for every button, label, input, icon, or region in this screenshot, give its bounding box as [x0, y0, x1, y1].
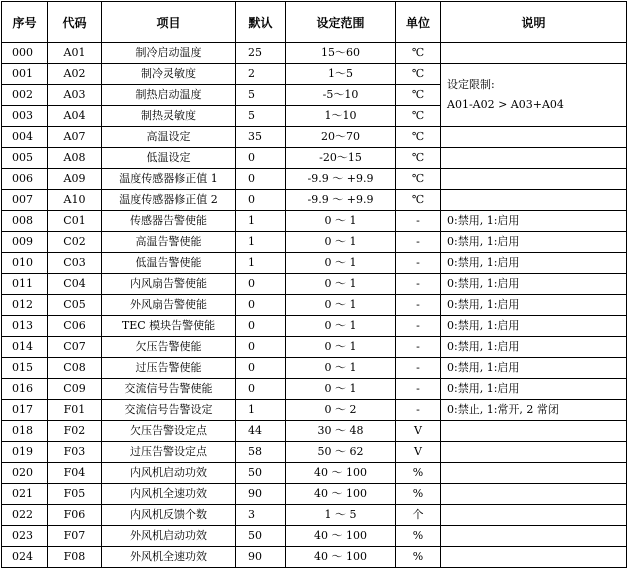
cell-unit: -	[396, 211, 441, 232]
cell-range: 30 ～ 48	[286, 421, 396, 442]
cell-range: 40 ～ 100	[286, 526, 396, 547]
cell-unit: -	[396, 400, 441, 421]
cell-code: A08	[48, 148, 102, 169]
cell-default: 1	[236, 253, 286, 274]
cell-item: 高温告警使能	[102, 232, 236, 253]
cell-item: 低温告警使能	[102, 253, 236, 274]
cell-unit: %	[396, 526, 441, 547]
cell-range: -9.9 ～ +9.9	[286, 190, 396, 211]
header-index: 序号	[2, 2, 48, 43]
table-row	[2, 211, 627, 232]
table-row	[2, 358, 627, 379]
cell-unit: %	[396, 484, 441, 505]
cell-code: C09	[48, 379, 102, 400]
header-item: 项目	[102, 2, 236, 43]
cell-unit: -	[396, 316, 441, 337]
cell-code: F05	[48, 484, 102, 505]
table-row	[2, 379, 627, 400]
cell-index: 012	[2, 295, 48, 316]
cell-range: 0 ～ 1	[286, 316, 396, 337]
cell-desc	[441, 421, 627, 442]
cell-unit: ℃	[396, 190, 441, 211]
cell-range: 40 ～ 100	[286, 547, 396, 568]
cell-code: A09	[48, 169, 102, 190]
cell-desc	[441, 442, 627, 463]
cell-default: 3	[236, 505, 286, 526]
cell-range: 20～70	[286, 127, 396, 148]
cell-index: 015	[2, 358, 48, 379]
cell-code: C02	[48, 232, 102, 253]
cell-desc	[441, 484, 627, 505]
cell-range: 15～60	[286, 43, 396, 64]
table-row	[2, 127, 627, 148]
cell-code: F03	[48, 442, 102, 463]
cell-code: C07	[48, 337, 102, 358]
cell-desc: 0:禁用, 1:启用	[441, 379, 627, 400]
cell-default: 2	[236, 64, 286, 85]
cell-range: 0 ～ 1	[286, 211, 396, 232]
limit-note-line-2: A01-A02 > A03+A04	[447, 98, 564, 111]
cell-default: 0	[236, 190, 286, 211]
table-row	[2, 232, 627, 253]
cell-item: 外风机启动功效	[102, 526, 236, 547]
cell-default: 1	[236, 232, 286, 253]
cell-code: A07	[48, 127, 102, 148]
table-row	[2, 148, 627, 169]
cell-unit: ℃	[396, 64, 441, 85]
cell-unit: V	[396, 442, 441, 463]
table-row	[2, 64, 627, 85]
cell-item: 高温设定	[102, 127, 236, 148]
cell-range: 40 ～ 100	[286, 463, 396, 484]
table-row	[2, 505, 627, 526]
cell-desc: 0:禁用, 1:启用	[441, 253, 627, 274]
cell-desc	[441, 148, 627, 169]
cell-item: 交流信号告警使能	[102, 379, 236, 400]
cell-index: 020	[2, 463, 48, 484]
cell-item: 低温设定	[102, 148, 236, 169]
table-row	[2, 169, 627, 190]
cell-index: 010	[2, 253, 48, 274]
cell-unit: -	[396, 337, 441, 358]
cell-default: 50	[236, 526, 286, 547]
cell-index: 024	[2, 547, 48, 568]
cell-desc: 0:禁用, 1:启用	[441, 295, 627, 316]
header-code: 代码	[48, 2, 102, 43]
cell-unit: %	[396, 547, 441, 568]
cell-index: 021	[2, 484, 48, 505]
cell-item: 内风扇告警使能	[102, 274, 236, 295]
cell-item: TEC 模块告警使能	[102, 316, 236, 337]
cell-index: 002	[2, 85, 48, 106]
cell-desc	[441, 127, 627, 148]
cell-unit: ℃	[396, 43, 441, 64]
cell-item: 外风扇告警使能	[102, 295, 236, 316]
cell-range: 0 ～ 1	[286, 379, 396, 400]
table-row	[2, 316, 627, 337]
cell-code: F01	[48, 400, 102, 421]
cell-index: 009	[2, 232, 48, 253]
cell-default: 0	[236, 358, 286, 379]
header-unit: 单位	[396, 2, 441, 43]
cell-desc: 0:禁用, 1:启用	[441, 211, 627, 232]
cell-index: 005	[2, 148, 48, 169]
cell-default: 5	[236, 106, 286, 127]
cell-desc: 0:禁用, 1:启用	[441, 337, 627, 358]
cell-desc	[441, 43, 627, 64]
cell-range: -9.9 ～ +9.9	[286, 169, 396, 190]
cell-unit: -	[396, 358, 441, 379]
cell-desc	[441, 190, 627, 211]
header-desc: 说明	[441, 2, 627, 43]
cell-unit: -	[396, 232, 441, 253]
cell-code: F04	[48, 463, 102, 484]
cell-item: 过压告警使能	[102, 358, 236, 379]
cell-default: 0	[236, 379, 286, 400]
cell-default: 50	[236, 463, 286, 484]
cell-item: 过压告警设定点	[102, 442, 236, 463]
cell-unit: -	[396, 274, 441, 295]
cell-item: 交流信号告警设定	[102, 400, 236, 421]
cell-range: 40 ～ 100	[286, 484, 396, 505]
cell-range: 0 ～ 1	[286, 253, 396, 274]
cell-default: 0	[236, 148, 286, 169]
cell-default: 1	[236, 211, 286, 232]
cell-range: -20～15	[286, 148, 396, 169]
cell-unit: -	[396, 253, 441, 274]
cell-item: 欠压告警设定点	[102, 421, 236, 442]
cell-default: 44	[236, 421, 286, 442]
cell-range: 0 ～ 1	[286, 358, 396, 379]
desc-merged-limit-note	[441, 64, 627, 127]
parameter-table-container	[1, 1, 627, 568]
cell-item: 内风机全速功效	[102, 484, 236, 505]
cell-item: 内风机启动功效	[102, 463, 236, 484]
cell-unit: ℃	[396, 127, 441, 148]
table-row	[2, 43, 627, 64]
cell-item: 外风机全速功效	[102, 547, 236, 568]
cell-index: 001	[2, 64, 48, 85]
cell-default: 25	[236, 43, 286, 64]
cell-default: 0	[236, 295, 286, 316]
parameter-table	[1, 1, 627, 568]
table-row	[2, 295, 627, 316]
cell-range: 0 ～ 2	[286, 400, 396, 421]
cell-code: F07	[48, 526, 102, 547]
cell-index: 022	[2, 505, 48, 526]
cell-unit: %	[396, 463, 441, 484]
cell-index: 011	[2, 274, 48, 295]
cell-index: 000	[2, 43, 48, 64]
table-row	[2, 526, 627, 547]
cell-desc	[441, 463, 627, 484]
cell-item: 温度传感器修正值 2	[102, 190, 236, 211]
cell-item: 传感器告警使能	[102, 211, 236, 232]
cell-item: 制冷启动温度	[102, 43, 236, 64]
cell-desc	[441, 169, 627, 190]
cell-unit: ℃	[396, 148, 441, 169]
cell-unit: ℃	[396, 169, 441, 190]
cell-item: 内风机反馈个数	[102, 505, 236, 526]
cell-code: A03	[48, 85, 102, 106]
cell-default: 35	[236, 127, 286, 148]
cell-range: 0 ～ 1	[286, 295, 396, 316]
cell-index: 007	[2, 190, 48, 211]
cell-code: C08	[48, 358, 102, 379]
limit-note-line-1: 设定限制:	[447, 78, 495, 91]
cell-unit: -	[396, 295, 441, 316]
cell-unit: 个	[396, 505, 441, 526]
cell-range: 0 ～ 1	[286, 337, 396, 358]
cell-code: A02	[48, 64, 102, 85]
cell-desc	[441, 505, 627, 526]
cell-code: F08	[48, 547, 102, 568]
cell-index: 019	[2, 442, 48, 463]
table-row	[2, 442, 627, 463]
cell-item: 制热启动温度	[102, 85, 236, 106]
cell-code: C01	[48, 211, 102, 232]
table-row	[2, 547, 627, 568]
cell-item: 温度传感器修正值 1	[102, 169, 236, 190]
cell-code: A04	[48, 106, 102, 127]
cell-index: 016	[2, 379, 48, 400]
cell-range: 1～10	[286, 106, 396, 127]
cell-unit: ℃	[396, 85, 441, 106]
cell-index: 023	[2, 526, 48, 547]
cell-code: C03	[48, 253, 102, 274]
cell-range: 50 ～ 62	[286, 442, 396, 463]
table-row	[2, 484, 627, 505]
cell-code: C06	[48, 316, 102, 337]
cell-index: 017	[2, 400, 48, 421]
header-row	[2, 2, 627, 43]
cell-code: C05	[48, 295, 102, 316]
cell-desc: 0:禁用, 1:启用	[441, 358, 627, 379]
cell-unit: ℃	[396, 106, 441, 127]
cell-default: 0	[236, 169, 286, 190]
cell-index: 004	[2, 127, 48, 148]
cell-index: 003	[2, 106, 48, 127]
cell-item: 制冷灵敏度	[102, 64, 236, 85]
cell-code: A10	[48, 190, 102, 211]
cell-range: 0 ～ 1	[286, 232, 396, 253]
table-row	[2, 190, 627, 211]
cell-item: 制热灵敏度	[102, 106, 236, 127]
cell-index: 008	[2, 211, 48, 232]
table-row	[2, 400, 627, 421]
cell-default: 0	[236, 316, 286, 337]
cell-code: A01	[48, 43, 102, 64]
cell-default: 0	[236, 274, 286, 295]
cell-desc: 0:禁用, 1:启用	[441, 232, 627, 253]
table-body	[2, 43, 627, 568]
table-row	[2, 253, 627, 274]
cell-index: 013	[2, 316, 48, 337]
table-row	[2, 337, 627, 358]
cell-default: 58	[236, 442, 286, 463]
cell-range: 1 ～ 5	[286, 505, 396, 526]
header-default: 默认	[236, 2, 286, 43]
cell-default: 1	[236, 400, 286, 421]
cell-code: C04	[48, 274, 102, 295]
cell-desc: 0:禁止, 1:常开, 2 常闭	[441, 400, 627, 421]
cell-default: 90	[236, 547, 286, 568]
cell-default: 90	[236, 484, 286, 505]
cell-index: 018	[2, 421, 48, 442]
table-row	[2, 421, 627, 442]
cell-index: 006	[2, 169, 48, 190]
cell-index: 014	[2, 337, 48, 358]
header-range: 设定范围	[286, 2, 396, 43]
cell-item: 欠压告警使能	[102, 337, 236, 358]
cell-desc	[441, 547, 627, 568]
cell-desc: 0:禁用, 1:启用	[441, 316, 627, 337]
cell-default: 5	[236, 85, 286, 106]
table-row	[2, 463, 627, 484]
cell-range: 0 ～ 1	[286, 274, 396, 295]
cell-range: -5～10	[286, 85, 396, 106]
cell-code: F02	[48, 421, 102, 442]
cell-default: 0	[236, 337, 286, 358]
cell-range: 1～5	[286, 64, 396, 85]
cell-unit: V	[396, 421, 441, 442]
cell-code: F06	[48, 505, 102, 526]
cell-desc: 0:禁用, 1:启用	[441, 274, 627, 295]
table-row	[2, 274, 627, 295]
cell-desc	[441, 526, 627, 547]
cell-unit: -	[396, 379, 441, 400]
